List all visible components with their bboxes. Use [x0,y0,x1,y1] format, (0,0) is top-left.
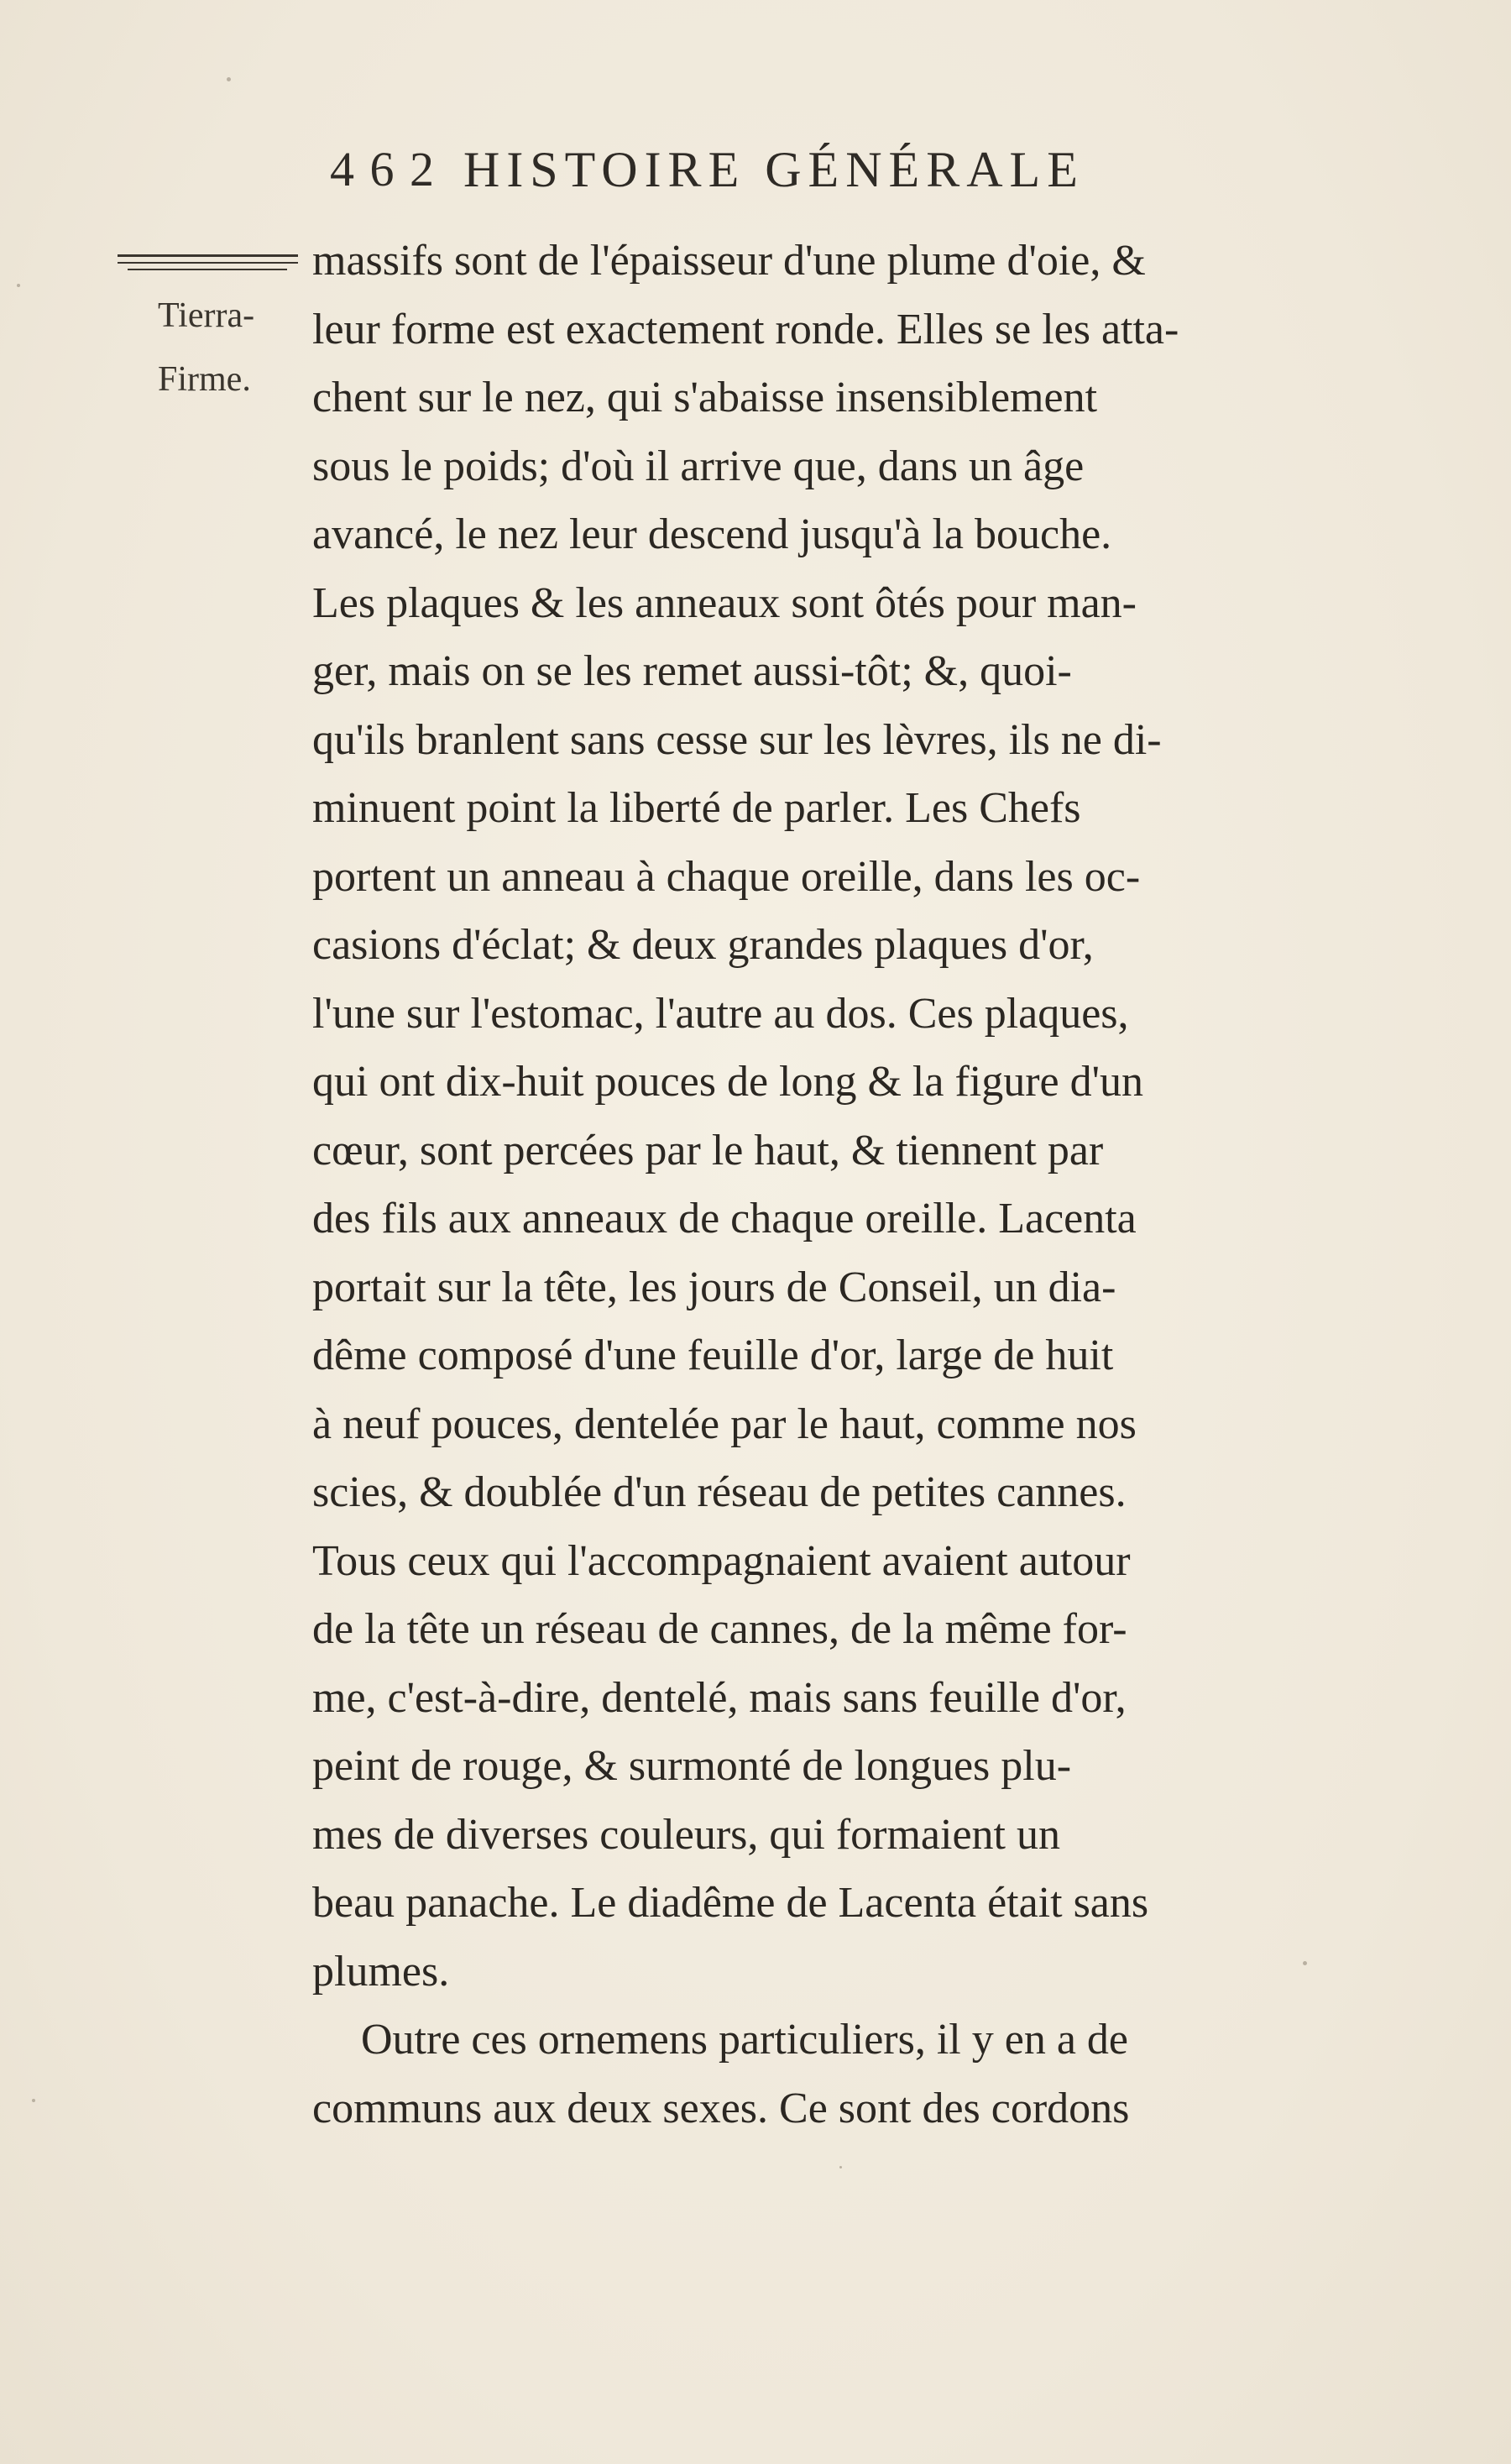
text-line: me, c'est-à-dire, dentelé, mais sans feuille d'or, [312,1673,1127,1722]
running-head: HISTOIRE GÉNÉRALE [463,142,1085,197]
text-line: massifs sont de l'épaisseur d'une plume d'oie, & [312,237,1146,285]
text-line: beau panache. Le diadême de Lacenta était sans [312,1879,1149,1927]
text-line: l'une sur l'estomac, l'autre au dos. Ces plaques, [312,989,1129,1038]
text-line: cœur, sont percées par le haut, & tiennent par [312,1126,1104,1174]
text-line: plumes. [312,1947,450,1996]
text-line: casions d'éclat; & deux grandes plaques d'or, [312,921,1094,969]
text-line: leur forme est exactement ronde. Elles se les atta- [312,305,1179,353]
text-line: des fils aux anneaux de chaque oreille. Lacenta [312,1195,1137,1242]
margin-note-line-2: Firme. [158,360,251,399]
margin-note-line-1: Tierra- [158,296,255,335]
text-line: scies, & doublée d'un réseau de petites cannes. [312,1468,1127,1516]
page-number: 4 6 2 [330,142,436,196]
paper-speck [1303,1961,1307,1965]
text-line: de la tête un réseau de cannes, de la même for- [312,1605,1127,1653]
text-line: peint de rouge, & surmonté de longues plu- [312,1742,1072,1790]
paper-speck [839,2166,842,2168]
text-line: qui ont dix-huit pouces de long & la figure d'un [312,1058,1143,1106]
text-line: mes de diverses couleurs, qui formaient un [312,1810,1060,1859]
paper-speck [227,77,231,81]
text-line: portait sur la tête, les jours de Conseil, un dia- [312,1263,1116,1311]
text-line-paragraph-start: Outre ces ornemens particuliers, il y en a de [361,2016,1128,2064]
text-line: sous le poids; d'où il arrive que, dans un âge [312,442,1085,490]
text-line: chent sur le nez, qui s'abaisse insensiblement [312,374,1098,421]
text-line: minuent point la liberté de parler. Les Chefs [312,784,1081,832]
text-line: ger, mais on se les remet aussi-tôt; &, quoi- [312,647,1072,695]
margin-rule [118,254,298,257]
text-line: qu'ils branlent sans cesse sur les lèvres, ils ne di- [312,715,1162,764]
paper-speck [17,284,20,287]
text-line: Les plaques & les anneaux sont ôtés pour man- [312,578,1137,627]
text-line: avancé, le nez leur descend jusqu'à la bouche. [312,510,1112,558]
margin-rule [118,262,298,264]
text-line: à neuf pouces, dentelée par le haut, comme nos [312,1399,1137,1448]
body-text [312,227,1336,2142]
margin-rule [128,269,287,270]
paper-speck [32,2099,35,2102]
text-line: communs aux deux sexes. Ce sont des cordons [312,2084,1130,2132]
text-line: dême composé d'une feuille d'or, large de huit [312,1331,1114,1379]
text-line: portent un anneau à chaque oreille, dans les oc- [312,852,1141,901]
text-line: Tous ceux qui l'accompagnaient avaient autour [312,1536,1131,1585]
